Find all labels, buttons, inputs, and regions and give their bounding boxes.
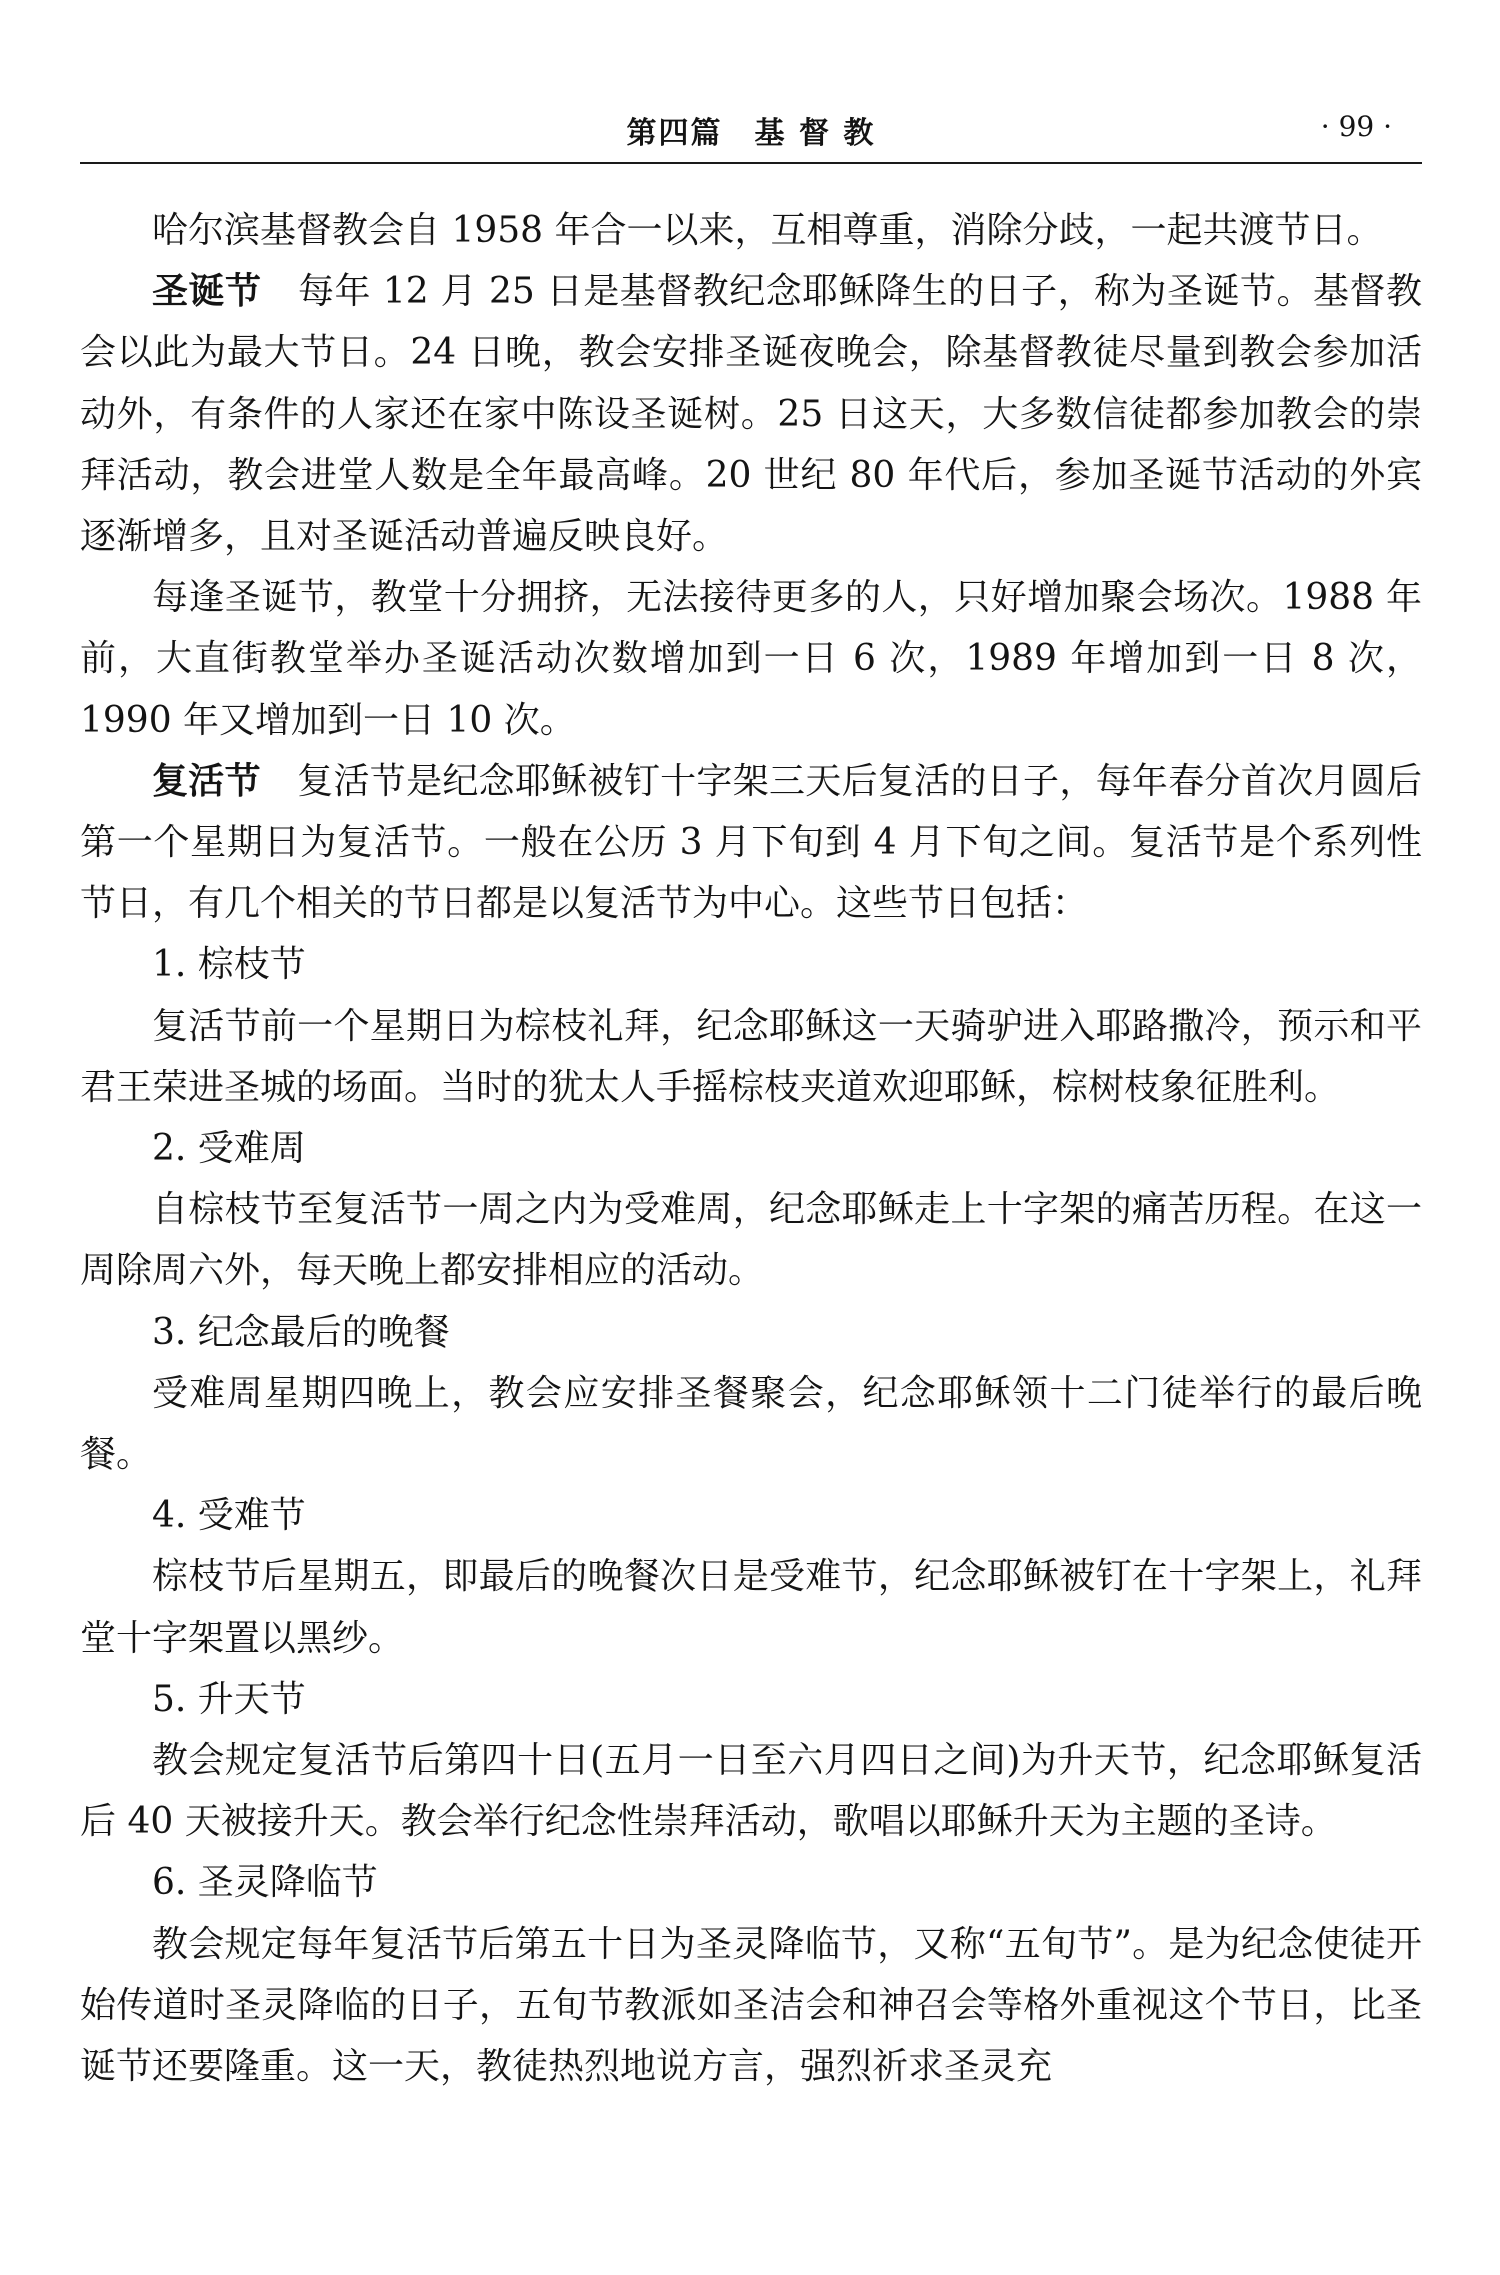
header-rule <box>80 162 1422 164</box>
list-item-title: 6. 圣灵降临节 <box>152 1862 378 1904</box>
list-item-title: 4. 受难节 <box>152 1495 306 1537</box>
page-number: · 99 · <box>1320 110 1392 143</box>
section-heading-christmas: 圣诞节 <box>152 271 262 313</box>
chapter-title: 第四篇 基 督 教 <box>626 116 876 151</box>
list-item-text: 棕枝节后星期五，即最后的晚餐次日是受难节，纪念耶稣被钉在十字架上，礼拜堂十字架置以黑纱。 <box>80 1556 1422 1659</box>
easter-text: 复活节是纪念耶稣被钉十字架三天后复活的日子，每年春分首次月圆后第一个星期日为复活节。一般在公历 3 月下旬到 4 月下旬之间。复活节是个系列性节日，有几个相关的节日都是以复活节为中心。这些节日包括： <box>80 760 1422 925</box>
paragraph-christmas <box>80 261 1422 567</box>
list-item-title: 2. 受难周 <box>152 1128 306 1170</box>
paragraph-christmas-crowds: 每逢圣诞节，教堂十分拥挤，无法接待更多的人，只好增加聚会场次。1988 年前，大直街教堂举办圣诞活动次数增加到一日 6 次，1989 年增加到一日 8 次，1990 年又增加到一日 10 次。 <box>80 577 1422 741</box>
running-header <box>80 108 1422 158</box>
page-body <box>80 200 1422 2097</box>
christmas-text: 每年 12 月 25 日是基督教纪念耶稣降生的日子，称为圣诞节。基督教会以此为最大节日。24 日晚，教会安排圣诞夜晚会，除基督教徒尽量到教会参加活动外，有条件的人家还在家中陈设圣诞树。25 日这天，大多数信徒都参加教会的崇拜活动，教会进堂人数是全年最高峰。20 世纪 80 年代后，参加圣诞节活动的外宾逐渐增多，且对圣诞活动普遍反映良好。 <box>80 271 1422 558</box>
list-item-text: 教会规定每年复活节后第五十日为圣灵降临节，又称“五旬节”。是为纪念使徒开始传道时圣灵降临的日子，五旬节教派如圣洁会和神召会等格外重视这个节日，比圣诞节还要隆重。这一天，教徒热烈地说方言，强烈祈求圣灵充 <box>80 1923 1422 2088</box>
list-item-text: 受难周星期四晚上，教会应安排圣餐聚会，纪念耶稣领十二门徒举行的最后晚餐。 <box>80 1372 1422 1476</box>
list-item-title: 1. 棕枝节 <box>152 944 306 986</box>
list-item-title: 3. 纪念最后的晚餐 <box>152 1311 450 1353</box>
section-heading-easter: 复活节 <box>152 760 261 802</box>
list-item-text: 自棕枝节至复活节一周之内为受难周，纪念耶稣走上十字架的痛苦历程。在这一周除周六外，每天晚上都安排相应的活动。 <box>80 1189 1422 1292</box>
list-item-text: 教会规定复活节后第四十日(五月一日至六月四日之间)为升天节，纪念耶稣复活后 40 天被接升天。教会举行纪念性崇拜活动，歌唱以耶稣升天为主题的圣诗。 <box>80 1740 1422 1843</box>
paragraph-easter <box>80 751 1422 935</box>
list-item-title: 5. 升天节 <box>152 1678 306 1720</box>
paragraph-unity: 哈尔滨基督教会自 1958 年合一以来，互相尊重，消除分歧，一起共渡节日。 <box>152 210 1383 251</box>
list-item-text: 复活节前一个星期日为棕枝礼拜，纪念耶稣这一天骑驴进入耶路撒冷，预示和平君王荣进圣城的场面。当时的犹太人手摇棕枝夹道欢迎耶稣，棕树枝象征胜利。 <box>80 1005 1422 1108</box>
